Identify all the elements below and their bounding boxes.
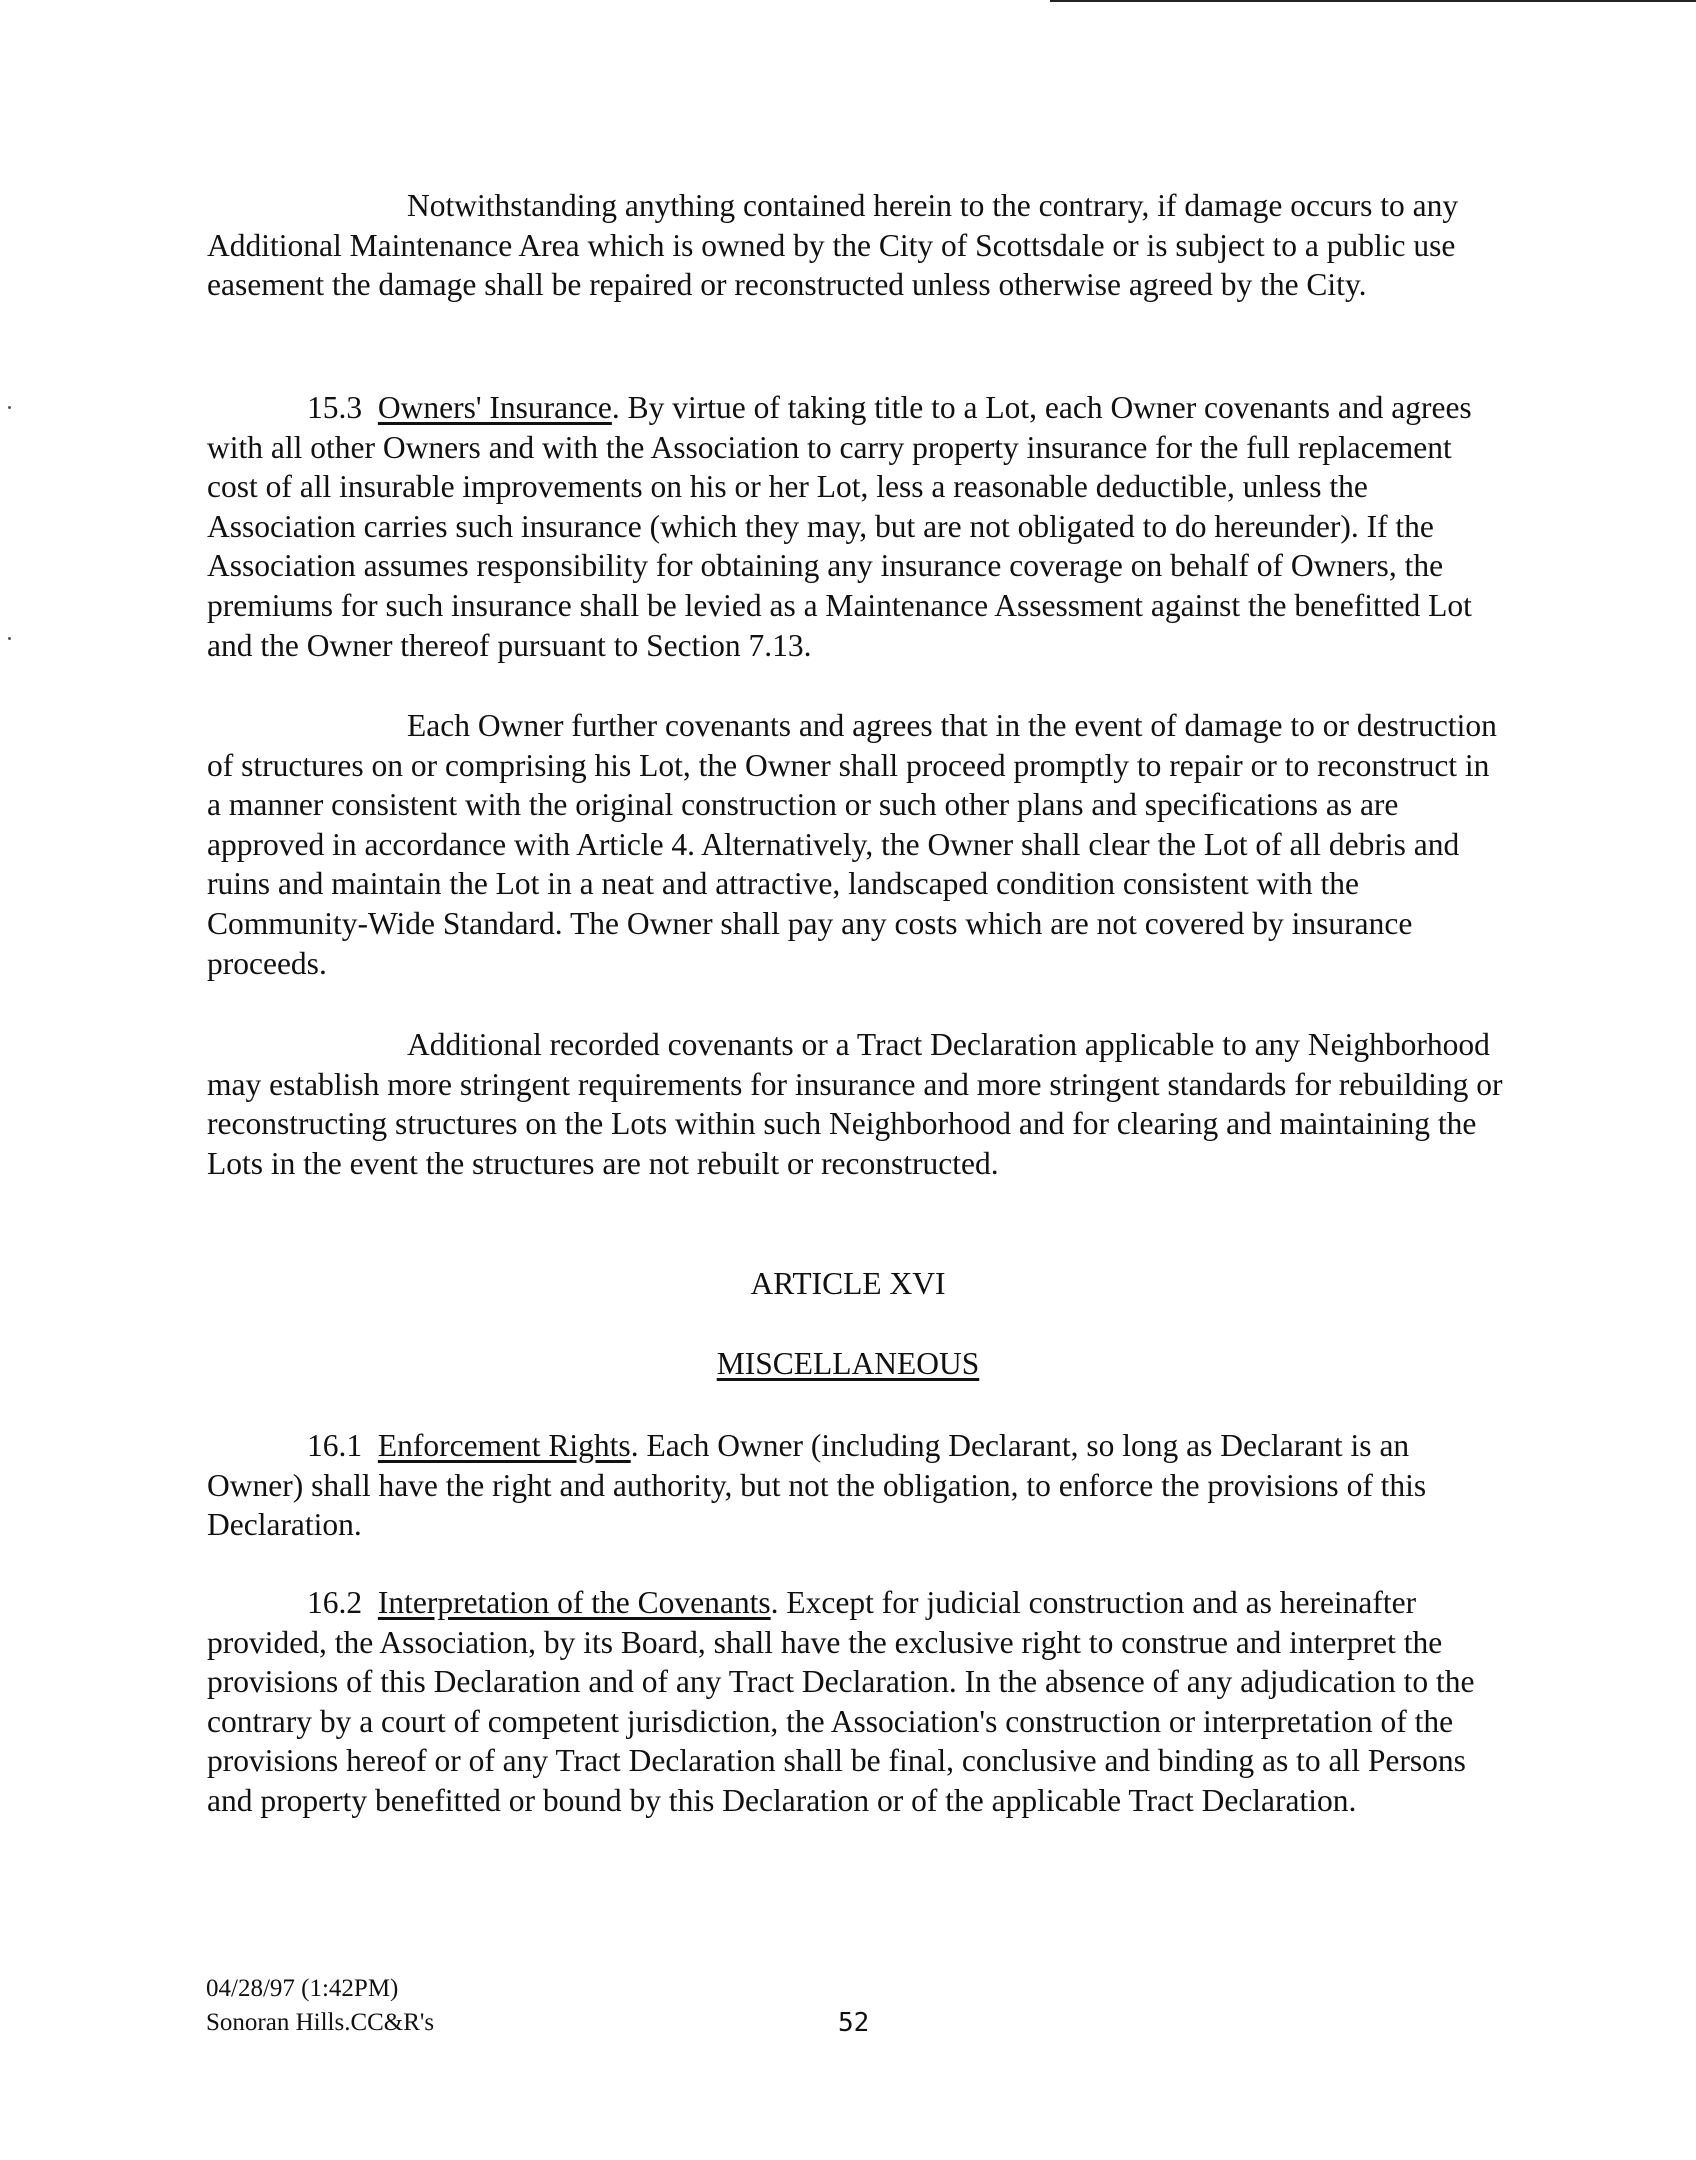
section-heading: Owners' Insurance (377, 390, 612, 425)
footer-filename: Sonoran Hills.CC&R's (206, 2009, 435, 2036)
section-text (207, 1426, 1507, 1545)
section-15-3 (207, 388, 1507, 665)
paragraph-text: Additional recorded covenants or a Tract Declaration applicable to any Neighborhood may establish more stringent requirements for insurance and more stringent standards for rebuilding or reconstructing structures on the Lots within such Neighborhood and for clearing and maintaining the Lots in the event the structures are not rebuilt or reconstructed. (207, 1027, 1503, 1181)
article-subtitle-text: MISCELLANEOUS (716, 1346, 980, 1381)
paragraph-text: Each Owner further covenants and agrees that in the event of damage to or destruction of structures on or comprising his Lot, the Owner shall proceed promptly to repair or to reconstruct in a manner consistent with the original construction or such other plans and specifications as are approved in accordance with Article 4. Alternatively, the Owner shall clear the Lot of all debris and ruins and maintain the Lot in a neat and attractive, landscaped condition consistent with the Community-Wide Standard. The Owner shall pay any costs which are not covered by insurance proceeds. (207, 708, 1497, 981)
paragraph-text: Notwithstanding anything contained herein to the contrary, if damage occurs to any Additional Maintenance Area which is owned by the City of Scottsdale or is subject to a public use easement the damage shall be repaired or reconstructed unless otherwise agreed by the City. (207, 188, 1459, 303)
footer (206, 1972, 434, 2040)
footer-date: 04/28/97 (1:42PM) (206, 1975, 399, 2002)
margin-mark (8, 406, 11, 409)
section-text (207, 1583, 1507, 1821)
section-body: . Each Owner (including Declarant, so long as Declarant is an Owner) shall have the right and authority, but not the obligation, to enforce the provisions of this Declaration. (207, 1428, 1427, 1543)
section-16-2 (207, 1583, 1507, 1821)
section-heading: Enforcement Rights (377, 1428, 631, 1463)
section-body: . Except for judicial construction and as hereinafter provided, the Association, by its Board, shall have the exclusive right to construe and interpret the provisions of this Declaration and of any Tract Declaration. In the absence of any adjudication to the contrary by a court of competent jurisdiction, the Association's construction or interpretation of the provisions hereof or of any Tract Declaration shall be final, conclusive and binding as to all Persons and property benefitted or bound by this Declaration or of the applicable Tract Declaration. (207, 1585, 1475, 1818)
page-number: 52 (838, 2008, 870, 2038)
article-subtitle (0, 1344, 1696, 1384)
section-text (207, 388, 1507, 665)
section-number: 15.3 (307, 390, 363, 425)
scan-top-edge-line (1050, 0, 1696, 2)
article-title: ARTICLE XVI (750, 1266, 946, 1301)
paragraph-owner-repair (207, 706, 1507, 983)
section-16-1 (207, 1426, 1507, 1545)
paragraph-additional-covenants (207, 1025, 1507, 1183)
section-number: 16.2 (307, 1585, 363, 1620)
section-number: 16.1 (307, 1428, 363, 1463)
section-body: . By virtue of taking title to a Lot, each Owner covenants and agrees with all other Owners and with the Association to carry property insurance for the full replacement cost of all insurable improvements on his or her Lot, less a reasonable deductible, unless the Association carries such insurance (which they may, but are not obligated to do hereunder). If the Association assumes responsibility for obtaining any insurance coverage on behalf of Owners, the premiums for such insurance shall be levied as a Maintenance Assessment against the benefitted Lot and the Owner thereof pursuant to Section 7.13. (207, 390, 1472, 663)
paragraph-city-damage (207, 186, 1507, 305)
section-heading: Interpretation of the Covenants (377, 1585, 771, 1620)
margin-mark (8, 637, 11, 640)
